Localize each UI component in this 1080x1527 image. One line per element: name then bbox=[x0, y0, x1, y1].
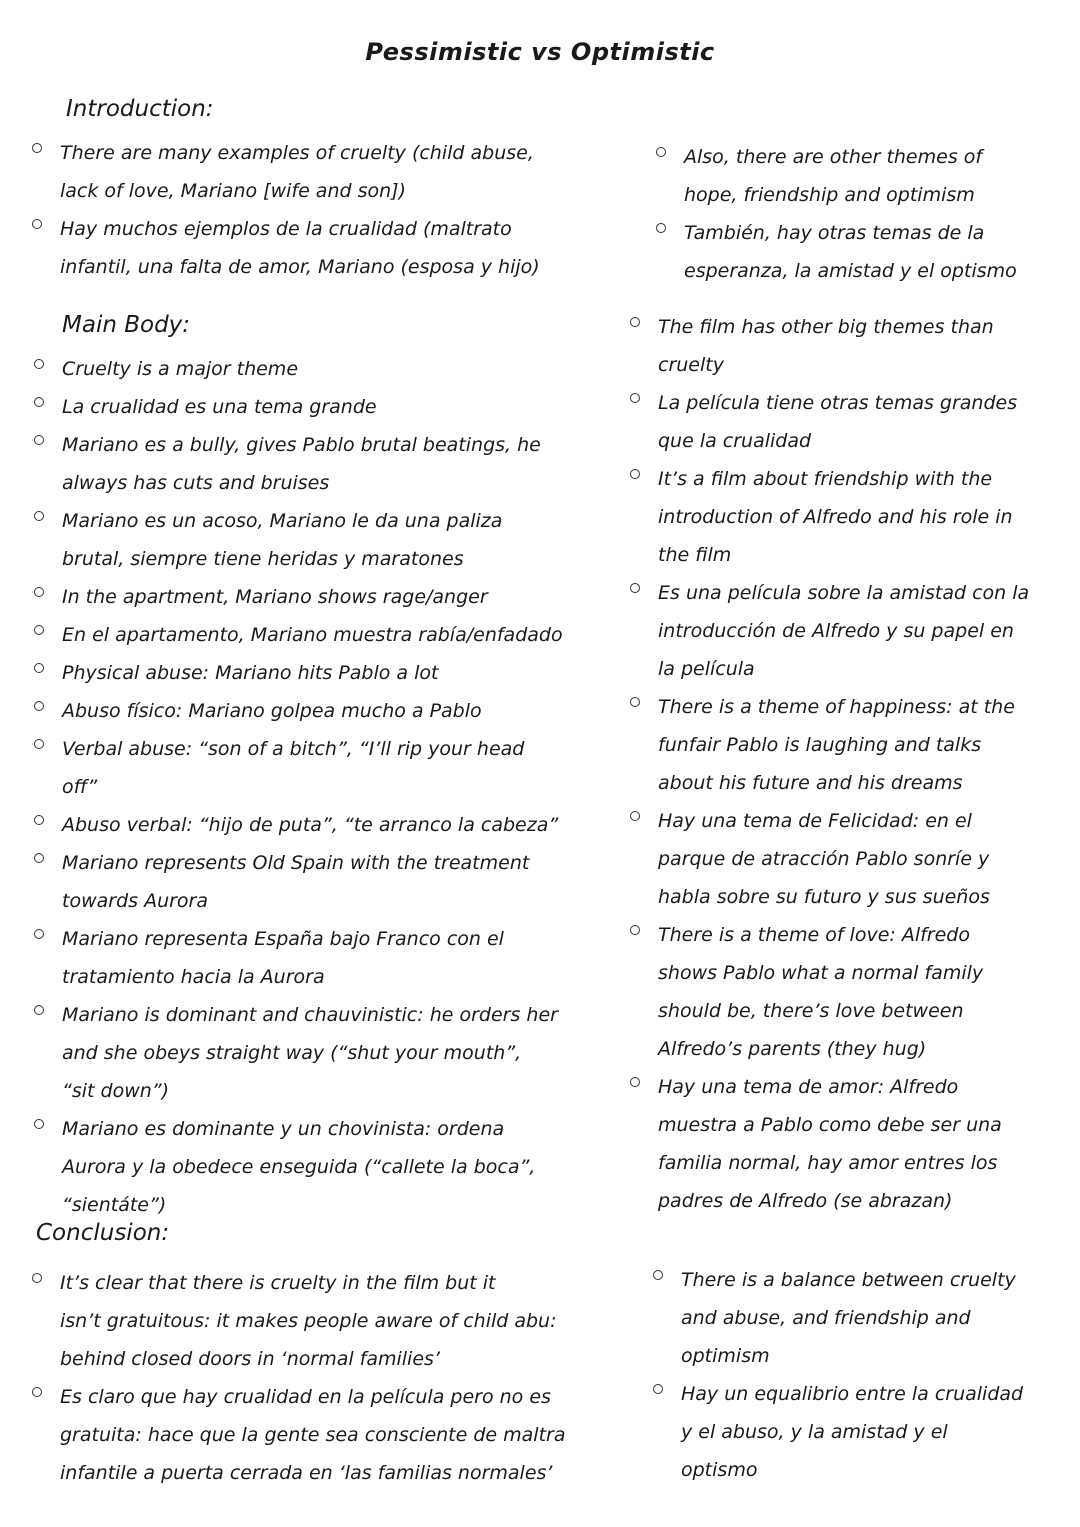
list-item-text: Also, there are other themes of hope, friendship and optimism bbox=[684, 146, 983, 206]
list-item bbox=[32, 1378, 612, 1492]
bullet-icon bbox=[653, 1270, 663, 1280]
main-body-left-list bbox=[34, 350, 624, 1224]
list-item-text: Abuso físico: Mariano golpea mucho a Pablo bbox=[62, 700, 482, 722]
bullet-icon bbox=[630, 393, 640, 403]
list-item bbox=[34, 502, 624, 578]
list-item-text: Es claro que hay crualidad en la película pero no es gratuita: hace que la gente sea consciente de maltra infantile a puerta cerrada en ‘las familias normales’ bbox=[60, 1386, 566, 1484]
list-item bbox=[34, 426, 624, 502]
bullet-icon bbox=[32, 143, 42, 153]
bullet-icon bbox=[32, 219, 42, 229]
bullet-icon bbox=[34, 853, 44, 863]
bullet-icon bbox=[34, 815, 44, 825]
bullet-icon bbox=[630, 697, 640, 707]
list-item bbox=[34, 844, 624, 920]
bullet-icon bbox=[34, 929, 44, 939]
list-item bbox=[34, 616, 624, 654]
list-item-text: Abuso verbal: “hijo de puta”, “te arranco la cabeza” bbox=[62, 814, 559, 836]
list-item bbox=[34, 654, 624, 692]
list-item bbox=[656, 138, 1056, 214]
list-item bbox=[34, 578, 624, 616]
list-item-text: Es una película sobre la amistad con la introducción de Alfredo y su papel en la película bbox=[658, 582, 1030, 680]
list-item bbox=[34, 730, 624, 806]
list-item-text: There are many examples of cruelty (child abuse, lack of love, Mariano [wife and son]) bbox=[60, 142, 534, 202]
list-item bbox=[630, 916, 1070, 1068]
list-item-text: It’s a film about friendship with the introduction of Alfredo and his role in the film bbox=[658, 468, 1013, 566]
list-item-text: Hay una tema de Felicidad: en el parque de atracción Pablo sonríe y habla sobre su futuro y sus sueños bbox=[658, 810, 990, 908]
bullet-icon bbox=[630, 583, 640, 593]
list-item bbox=[630, 460, 1070, 574]
conclusion-left-list bbox=[32, 1264, 612, 1492]
bullet-icon bbox=[34, 359, 44, 369]
list-item-text: Mariano represents Old Spain with the treatment towards Aurora bbox=[62, 852, 530, 912]
list-item bbox=[34, 996, 624, 1110]
list-item-text: Cruelty is a major theme bbox=[62, 358, 299, 380]
list-item bbox=[32, 1264, 612, 1378]
list-item bbox=[32, 210, 612, 286]
bullet-icon bbox=[630, 811, 640, 821]
bullet-icon bbox=[32, 1387, 42, 1397]
list-item-text: Hay muchos ejemplos de la crualidad (maltrato infantil, una falta de amor, Mariano (esposa y hijo) bbox=[60, 218, 540, 278]
bullet-icon bbox=[630, 925, 640, 935]
bullet-icon bbox=[630, 317, 640, 327]
list-item bbox=[34, 920, 624, 996]
bullet-icon bbox=[34, 397, 44, 407]
heading-introduction: Introduction: bbox=[66, 96, 214, 122]
list-item bbox=[630, 384, 1070, 460]
bullet-icon bbox=[630, 1077, 640, 1087]
list-item-text: Hay un equalibrio entre la crualidad y el abuso, y la amistad y el optismo bbox=[681, 1383, 1024, 1481]
bullet-icon bbox=[34, 1119, 44, 1129]
bullet-icon bbox=[34, 587, 44, 597]
list-item-text: Verbal abuse: “son of a bitch”, “I’ll rip your head off” bbox=[62, 738, 525, 798]
bullet-icon bbox=[656, 147, 666, 157]
list-item bbox=[653, 1375, 1063, 1489]
list-item-text: Physical abuse: Mariano hits Pablo a lot bbox=[62, 662, 439, 684]
list-item bbox=[34, 1110, 624, 1224]
list-item-text: La crualidad es una tema grande bbox=[62, 396, 377, 418]
bullet-icon bbox=[34, 739, 44, 749]
list-item-text: Mariano es a bully, gives Pablo brutal beatings, he always has cuts and bruises bbox=[62, 434, 541, 494]
heading-conclusion: Conclusion: bbox=[36, 1220, 170, 1246]
bullet-icon bbox=[34, 435, 44, 445]
bullet-icon bbox=[656, 223, 666, 233]
bullet-icon bbox=[653, 1384, 663, 1394]
list-item bbox=[653, 1261, 1063, 1375]
bullet-icon bbox=[34, 1005, 44, 1015]
list-item-text: Mariano representa España bajo Franco con el tratamiento hacia la Aurora bbox=[62, 928, 504, 988]
list-item bbox=[34, 692, 624, 730]
list-item bbox=[630, 688, 1070, 802]
list-item bbox=[34, 806, 624, 844]
list-item-text: Mariano es un acoso, Mariano le da una paliza brutal, siempre tiene heridas y maratones bbox=[62, 510, 503, 570]
list-item bbox=[630, 574, 1070, 688]
list-item bbox=[34, 388, 624, 426]
list-item-text: También, hay otras temas de la esperanza, la amistad y el optismo bbox=[684, 222, 1017, 282]
bullet-icon bbox=[32, 1273, 42, 1283]
bullet-icon bbox=[34, 663, 44, 673]
list-item bbox=[630, 802, 1070, 916]
list-item bbox=[630, 1068, 1070, 1220]
list-item-text: Mariano is dominant and chauvinistic: he orders her and she obeys straight way (“shut your mouth”, “sit down”) bbox=[62, 1004, 558, 1102]
bullet-icon bbox=[34, 625, 44, 635]
conclusion-right-list bbox=[653, 1261, 1063, 1489]
list-item-text: Hay una tema de amor: Alfredo muestra a Pablo como debe ser una familia normal, hay amor entres los padres de Alfredo (se abrazan) bbox=[658, 1076, 1002, 1212]
introduction-left-list bbox=[32, 134, 612, 286]
list-item-text: La película tiene otras temas grandes que la crualidad bbox=[658, 392, 1018, 452]
list-item-text: In the apartment, Mariano shows rage/anger bbox=[62, 586, 488, 608]
list-item-text: There is a theme of happiness: at the funfair Pablo is laughing and talks about his future and his dreams bbox=[658, 696, 1015, 794]
heading-main-body: Main Body: bbox=[62, 312, 191, 338]
main-body-right-list bbox=[630, 308, 1070, 1220]
list-item-text: En el apartamento, Mariano muestra rabía/enfadado bbox=[62, 624, 563, 646]
bullet-icon bbox=[34, 701, 44, 711]
list-item-text: There is a balance between cruelty and abuse, and friendship and optimism bbox=[681, 1269, 1016, 1367]
introduction-right-list bbox=[656, 138, 1056, 290]
list-item bbox=[34, 350, 624, 388]
list-item-text: The film has other big themes than cruelty bbox=[658, 316, 994, 376]
list-item bbox=[32, 134, 612, 210]
bullet-icon bbox=[630, 469, 640, 479]
list-item-text: It’s clear that there is cruelty in the film but it isn’t gratuitous: it makes people aware of child abu: behind closed doors in ‘normal families’ bbox=[60, 1272, 557, 1370]
list-item bbox=[656, 214, 1056, 290]
bullet-icon bbox=[34, 511, 44, 521]
list-item-text: There is a theme of love: Alfredo shows Pablo what a normal family should be, there’s love between Alfredo’s parents (they hug) bbox=[658, 924, 984, 1060]
list-item bbox=[630, 308, 1070, 384]
list-item-text: Mariano es dominante y un chovinista: ordena Aurora y la obedece enseguida (“callete la boca”, “sientáte”) bbox=[62, 1118, 536, 1216]
page-title: Pessimistic vs Optimistic bbox=[365, 38, 715, 66]
